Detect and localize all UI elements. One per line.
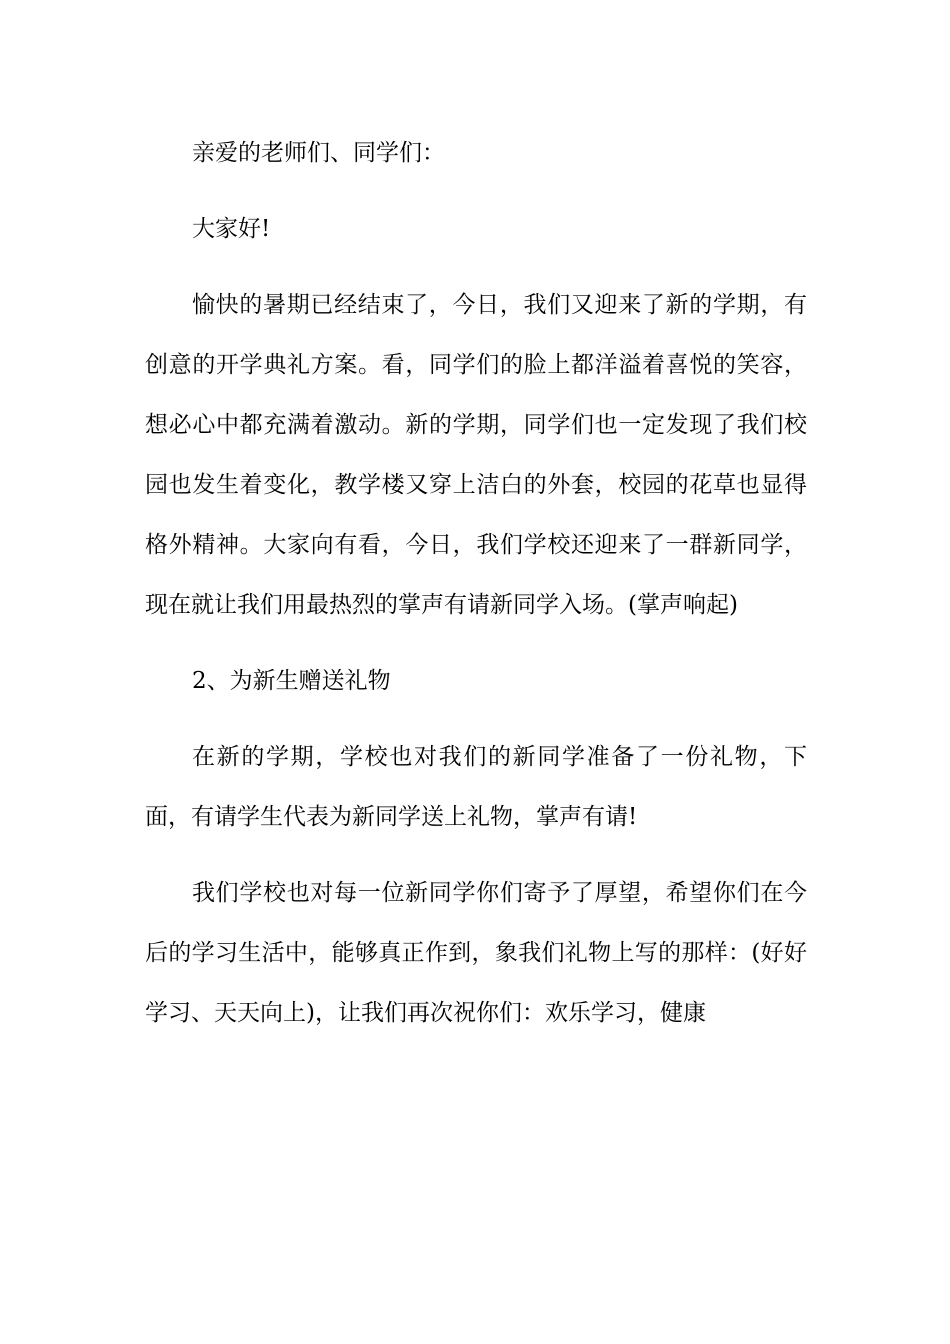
- greeting: 大家好!: [192, 216, 271, 242]
- section-heading-gifts: 2、为新生赠送礼物: [192, 668, 391, 694]
- paragraph-opening: 愉快的暑期已经结束了，今日，我们又迎来了新的学期，有创意的开学典礼方案。看，同学们的脸上都洋溢着喜悦的笑容，想必心中都充满着激动。新的学期，同学们也一定发现了我们校园也发生着变化，教学楼又穿上洁白的外套，校园的花草也显得格外精神。大家向有看，今日，我们学校还迎来了一群新同学，现在就让我们用最热烈的掌声有请新同学入场。(掌声响起): [145, 292, 807, 618]
- salutation: 亲爱的老师们、同学们：: [192, 140, 445, 166]
- paragraph-wishes: 我们学校也对每一位新同学你们寄予了厚望，希望你们在今后的学习生活中，能够真正作到，象我们礼物上写的那样：(好好学习、天天向上)，让我们再次祝你们：欢乐学习，健康: [145, 880, 807, 1026]
- paragraph-gift-intro: 在新的学期，学校也对我们的新同学准备了一份礼物，下面，有请学生代表为新同学送上礼物，掌声有请!: [145, 744, 807, 830]
- document-body: [145, 123, 807, 1059]
